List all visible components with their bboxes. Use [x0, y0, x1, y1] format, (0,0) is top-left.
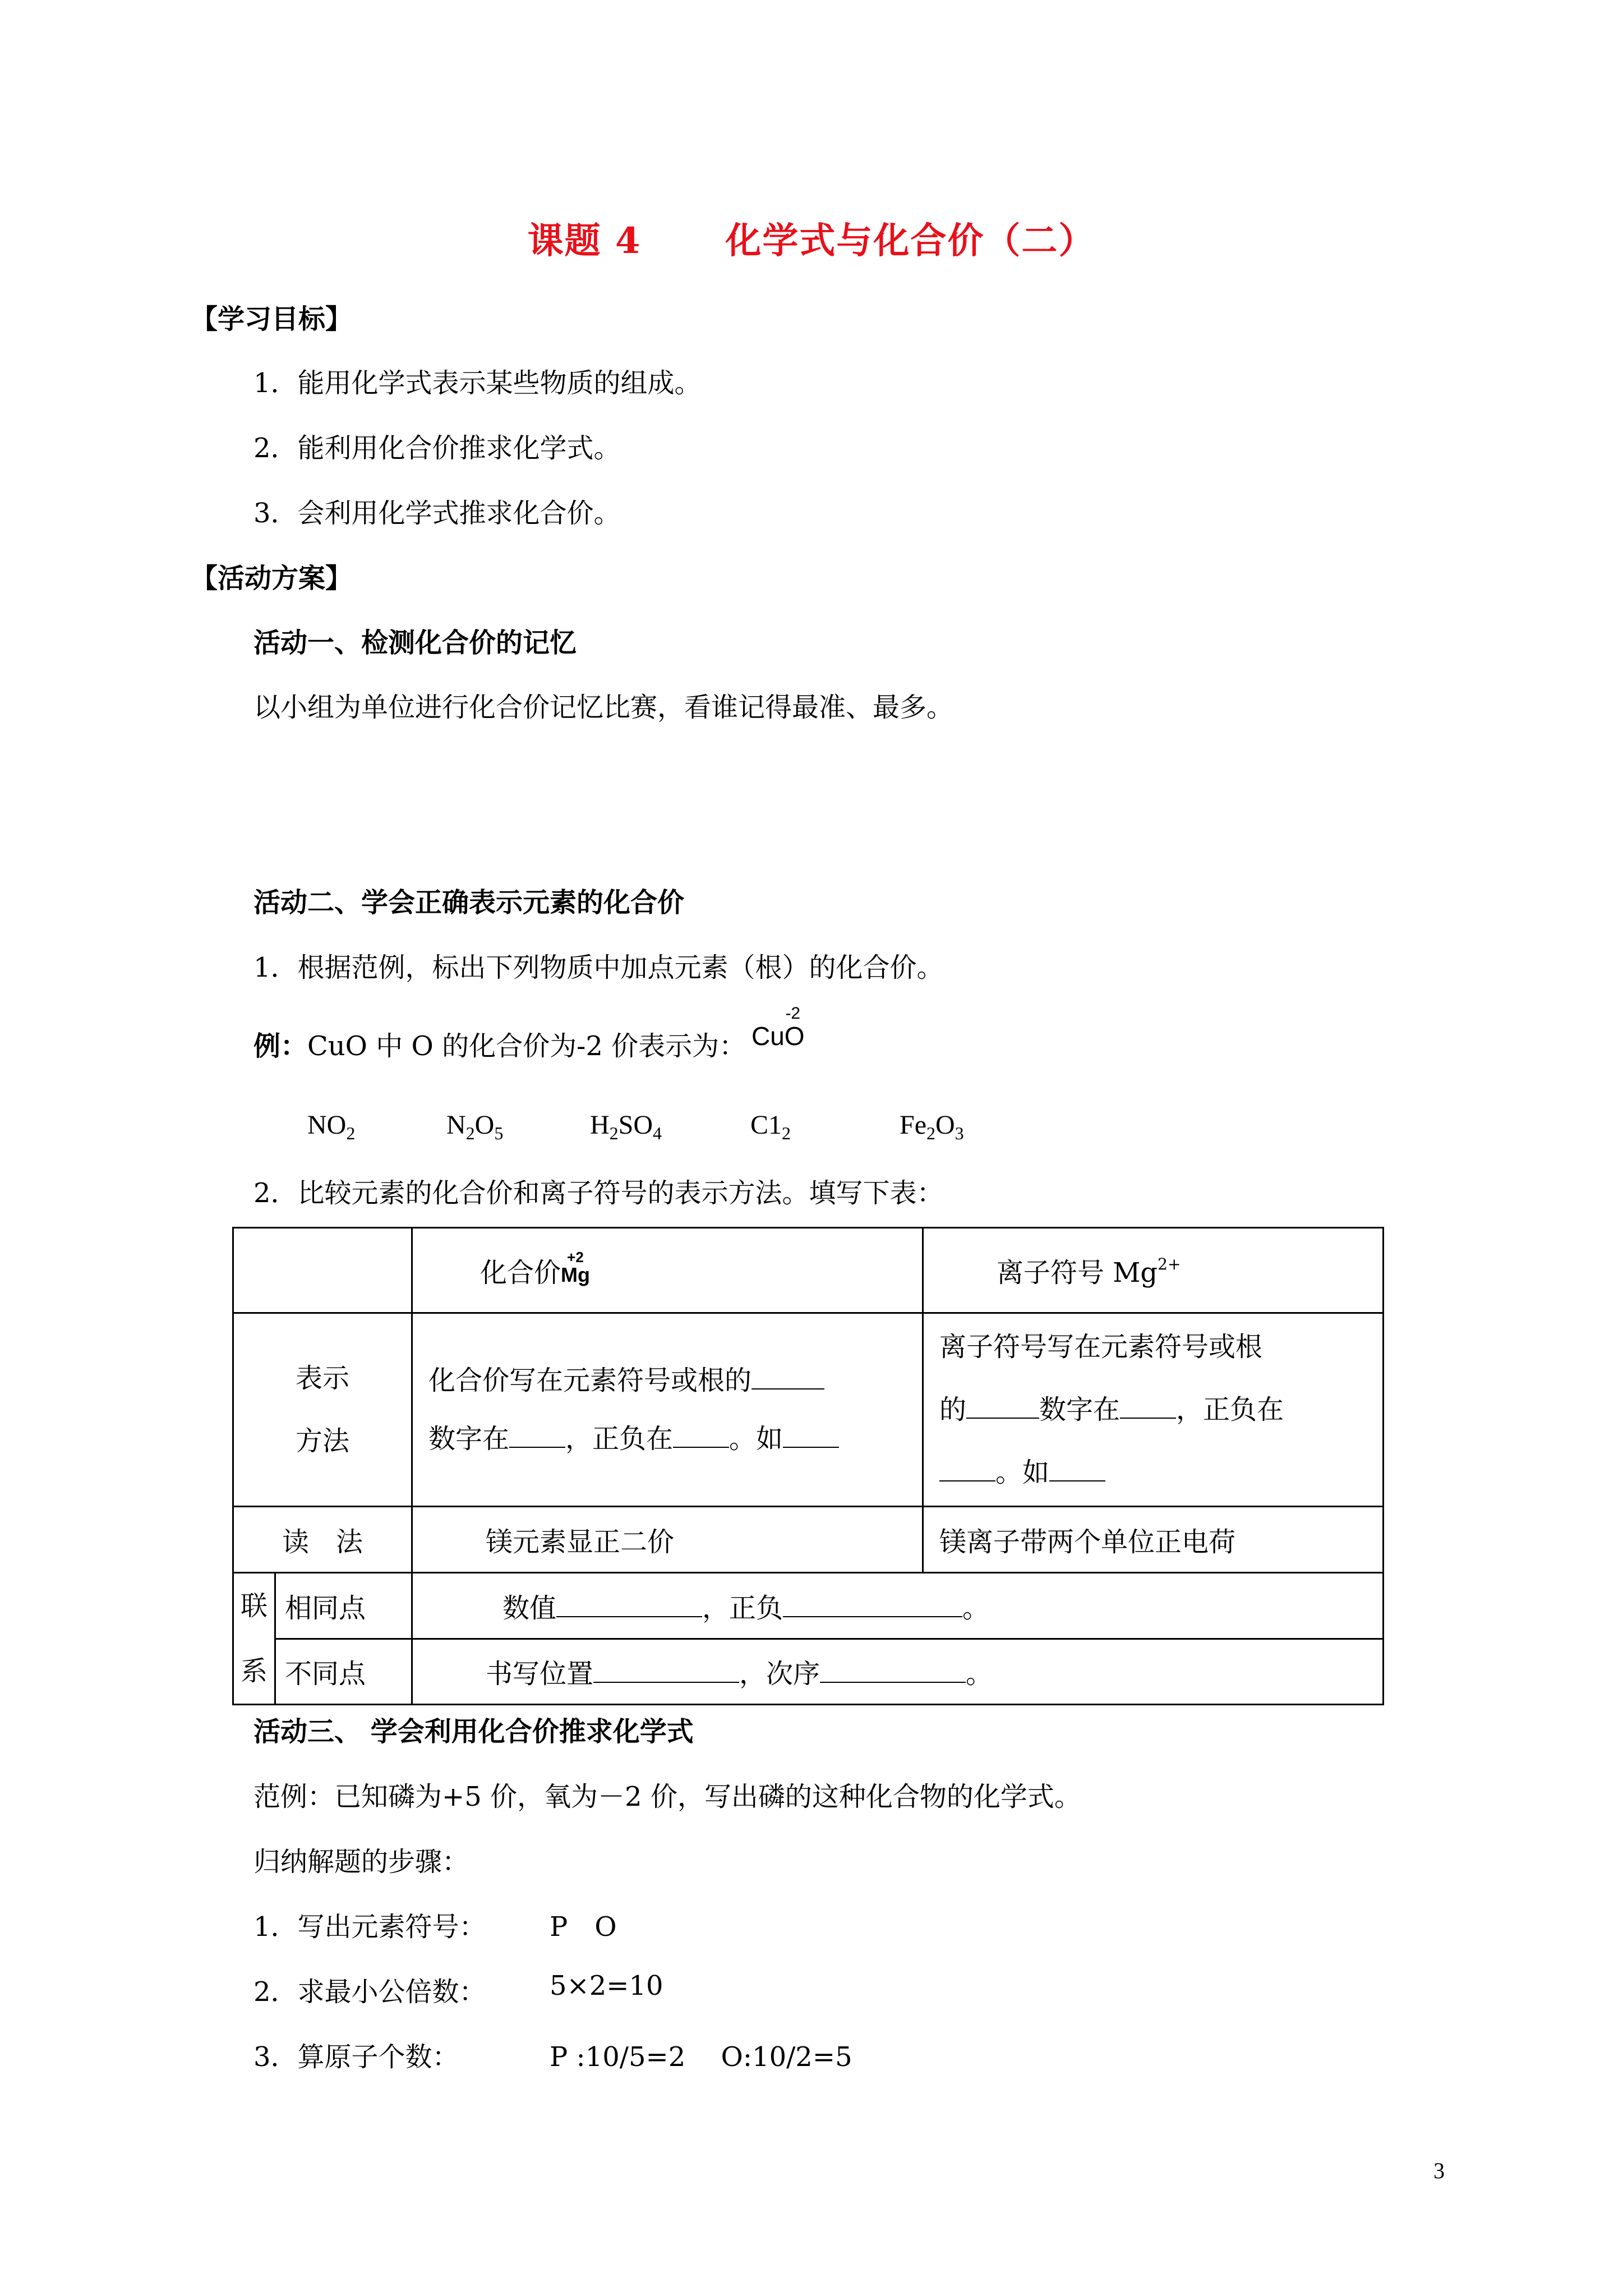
- step-2-label: 2．求最小公倍数：: [253, 1976, 486, 2008]
- table-same-content: 数值 ，正负 。: [412, 1573, 1384, 1639]
- step-3-label: 3．算原子个数：: [253, 2041, 459, 2073]
- formula-cl2: $C1_2$: [750, 1110, 791, 1143]
- table-head-valence: 化合价Mg +2: [412, 1228, 923, 1313]
- example-charge: -2: [785, 1004, 801, 1023]
- activity2-question2: 2．比较元素的化合价和离子符号的表示方法。填写下表：: [253, 1177, 944, 1209]
- table-diff-label: 不同点: [275, 1639, 412, 1705]
- table-method-valence: 化合价写在元素符号或根的 数字在 ，正负在 。如: [412, 1313, 923, 1507]
- page-number: 3: [1433, 2158, 1445, 2183]
- activity2-heading: 活动二、学会正确表示元素的化合价: [253, 887, 685, 918]
- table-read-valence: 镁元素显正二价: [412, 1507, 923, 1573]
- activity3-example: 范例：已知磷为+5 价，氧为－2 价，写出磷的这种化合物的化学式。: [253, 1781, 1081, 1812]
- step-1-value: P O: [550, 1911, 617, 1943]
- blank-field[interactable]: [966, 1396, 1039, 1419]
- table-read-label: 读 法: [233, 1507, 412, 1573]
- blank-field[interactable]: [783, 1595, 962, 1617]
- example-label: 例：: [253, 1030, 308, 1062]
- step-2-value: 5×2=10: [550, 1970, 663, 2001]
- step-1-label: 1．写出元素符号：: [253, 1911, 486, 1943]
- blank-field[interactable]: [1120, 1396, 1176, 1419]
- blank-field[interactable]: [556, 1595, 702, 1617]
- activity2-question1: 1．根据范例，标出下列物质中加点元素（根）的化合价。: [253, 952, 944, 983]
- table-relation-label: 联 系: [233, 1573, 275, 1705]
- table-diff-row: [233, 1639, 1384, 1705]
- title-main: 课题 4: [527, 220, 642, 262]
- table-diff-content: 书写位置 ，次序 。: [412, 1639, 1384, 1705]
- table-head-ion: 离子符号 $Mg^{2+}$: [923, 1228, 1384, 1313]
- activity2-example: [253, 1024, 746, 1063]
- blank-field[interactable]: [1049, 1459, 1105, 1481]
- title-sub: 化学式与化合价（二）: [725, 220, 1096, 262]
- example-text: CuO 中 O 的化合价为-2 价表示为：: [307, 1030, 746, 1062]
- goal-item-1: 1．能用化学式表示某些物质的组成。: [253, 367, 702, 399]
- comparison-table: [232, 1227, 1384, 1705]
- formula-no2: $NO_2$: [307, 1110, 356, 1143]
- activity1-text: 以小组为单位进行化合价记忆比赛，看谁记得最准、最多。: [253, 692, 954, 723]
- blank-field[interactable]: [751, 1367, 824, 1389]
- table-header-row: [233, 1228, 1384, 1313]
- table-same-label: 相同点: [275, 1573, 412, 1639]
- formula-fe2o3: $Fe_2O_3$: [900, 1110, 964, 1143]
- step-3-value: P :10/5=2 O:10/2=5: [550, 2041, 852, 2073]
- table-method-ion: 离子符号写在元素符号或根 的 数字在 ，正负在 。如: [923, 1313, 1384, 1507]
- blank-field[interactable]: [939, 1459, 995, 1481]
- table-method-label: 表示 方法: [233, 1313, 412, 1507]
- page-title: [0, 212, 1623, 264]
- activity3-heading: 活动三、 学会利用化合价推求化学式: [253, 1716, 694, 1747]
- formula-h2so4: $H_2SO_4$: [590, 1110, 662, 1143]
- plan-heading: 【活动方案】: [191, 563, 353, 594]
- activity3-summary: 归纳解题的步骤：: [253, 1846, 469, 1878]
- table-corner-cell: [233, 1228, 412, 1313]
- table-read-row: [233, 1507, 1384, 1573]
- blank-field[interactable]: [673, 1425, 729, 1448]
- table-method-row: [233, 1313, 1384, 1507]
- table-same-row: [233, 1573, 1384, 1639]
- blank-field[interactable]: [509, 1425, 565, 1448]
- example-formula: [751, 1004, 805, 1051]
- activity1-heading: 活动一、检测化合价的记忆: [253, 627, 577, 659]
- goal-item-2: 2．能利用化合价推求化学式。: [253, 432, 621, 464]
- table-read-ion: 镁离子带两个单位正电荷: [923, 1507, 1384, 1573]
- formula-n2o5: $N_2O_5$: [446, 1110, 504, 1143]
- blank-field[interactable]: [593, 1660, 739, 1683]
- blank-field[interactable]: [820, 1660, 966, 1683]
- blank-field[interactable]: [783, 1425, 839, 1448]
- goal-item-3: 3．会利用化学式推求化合价。: [253, 498, 621, 529]
- goals-heading: 【学习目标】: [191, 303, 353, 335]
- example-formula-text: CuO: [751, 1022, 805, 1051]
